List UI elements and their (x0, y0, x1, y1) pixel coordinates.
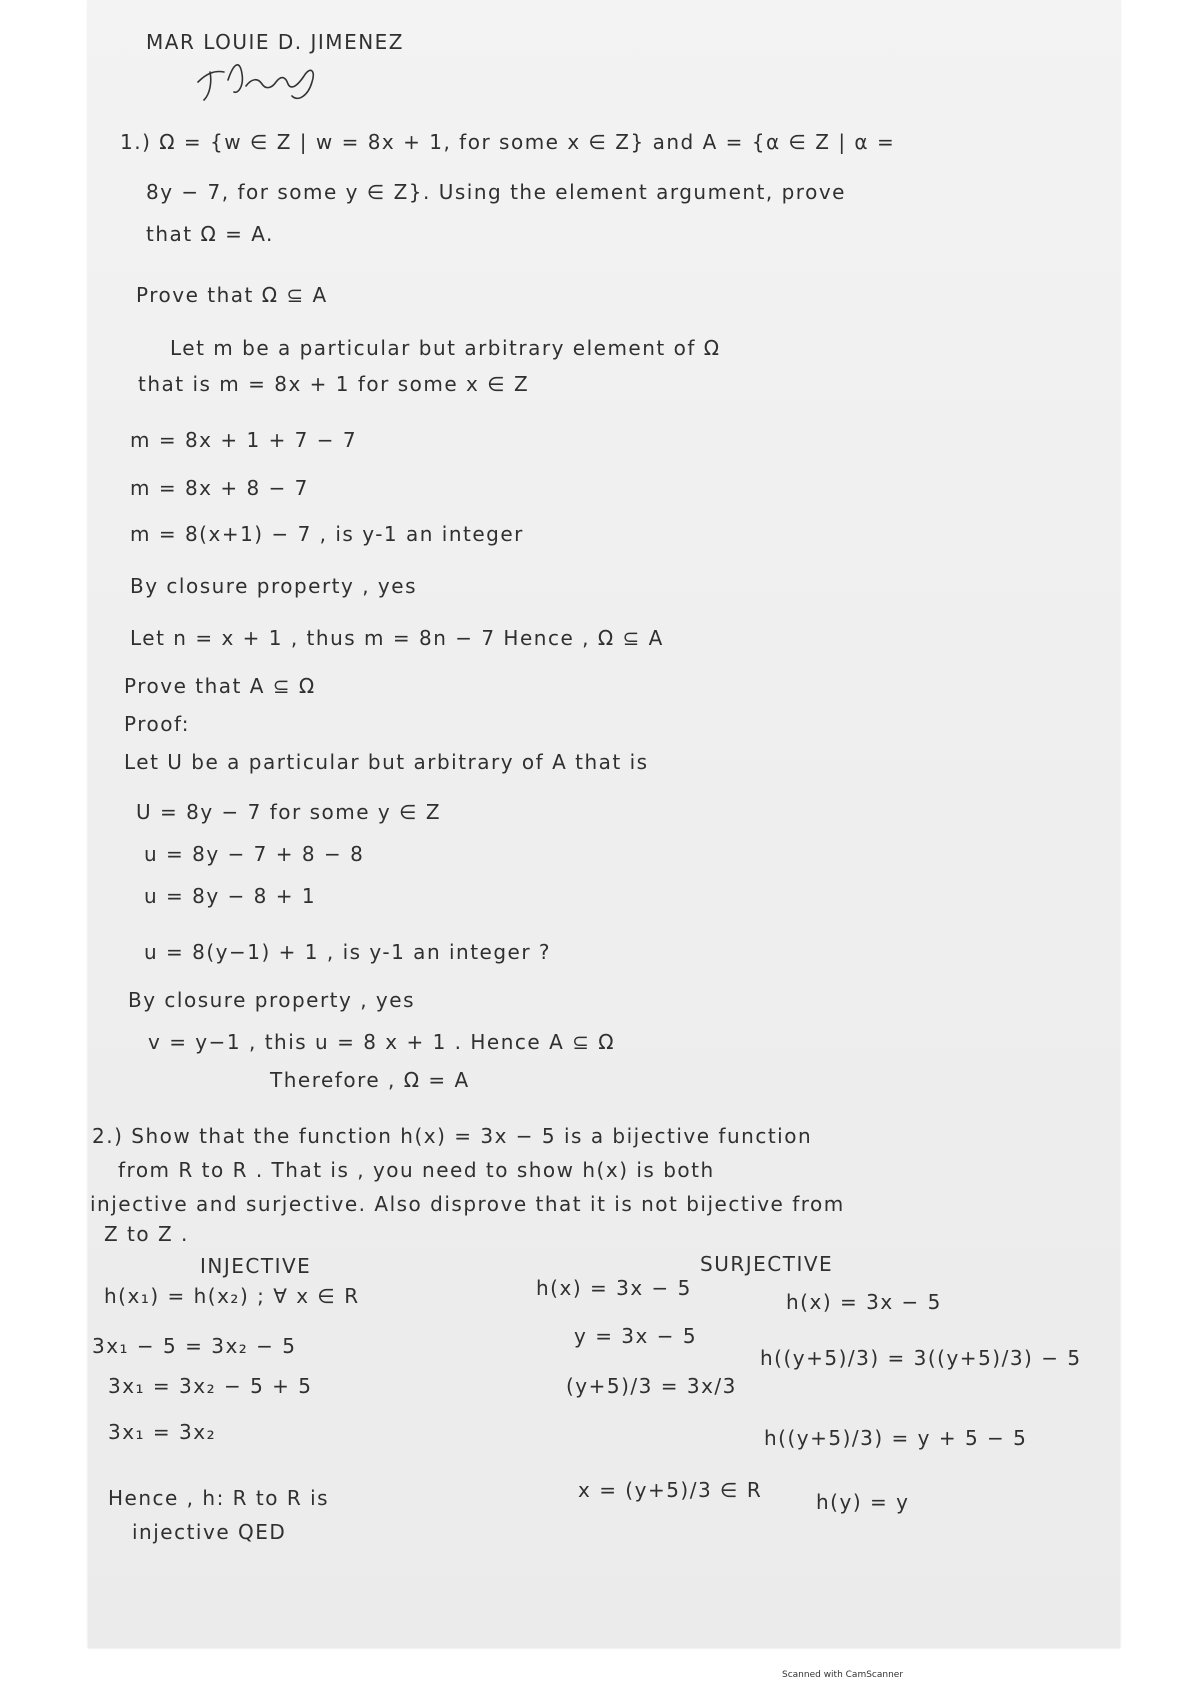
injective-line: 3x₁ = 3x₂ (108, 1420, 217, 1444)
problem1-statement-line2: 8y − 7, for some y ∈ Z}. Using the element argument, prove (146, 180, 846, 204)
proof1-line: m = 8(x+1) − 7 , is y-1 an integer (130, 522, 524, 546)
proof1-conclusion: Therefore , Ω = A (270, 1068, 470, 1092)
signature (188, 52, 338, 107)
surjective-line: (y+5)/3 = 3x/3 (566, 1374, 737, 1398)
proof1-line: Let n = x + 1 , thus m = 8n − 7 Hence , Ω ⊆ A (130, 626, 664, 650)
problem1-statement-line3: that Ω = A. (146, 222, 274, 246)
surjective-line: h(x) = 3x − 5 (786, 1290, 942, 1314)
student-name: MAR LOUIE D. JIMENEZ (146, 30, 404, 54)
problem1-statement-line1: 1.) Ω = {w ∈ Z | w = 8x + 1, for some x ∈ Z} and A = {α ∈ Z | α = (120, 130, 896, 154)
proof1-line: Let U be a particular but arbitrary of A that is (124, 750, 649, 774)
problem2-statement-line4: Z to Z . (104, 1222, 189, 1246)
proof1-line: By closure property , yes (128, 988, 415, 1012)
problem2-statement-line3: injective and surjective. Also disprove that it is not bijective from (90, 1192, 845, 1216)
surjective-line: h((y+5)/3) = 3((y+5)/3) − 5 (760, 1346, 1082, 1370)
proof1-line: Let m be a particular but arbitrary element of Ω (170, 336, 721, 360)
proof1-line: Proof: (124, 712, 191, 736)
injective-line: Hence , h: R to R is (108, 1486, 330, 1510)
surjective-conclusion: h(y) = y (816, 1490, 910, 1514)
surjective-heading: SURJECTIVE (700, 1252, 834, 1276)
surjective-line: h((y+5)/3) = y + 5 − 5 (764, 1426, 1028, 1450)
problem2-statement-line1: 2.) Show that the function h(x) = 3x − 5 is a bijective function (92, 1124, 813, 1148)
problem2-statement-line2: from R to R . That is , you need to show h(x) is both (118, 1158, 715, 1182)
proof1-line: u = 8y − 7 + 8 − 8 (144, 842, 365, 866)
proof1-line: v = y−1 , this u = 8 x + 1 . Hence A ⊆ Ω (148, 1030, 616, 1054)
injective-line: 3x₁ = 3x₂ − 5 + 5 (108, 1374, 313, 1398)
proof1-line: u = 8y − 8 + 1 (144, 884, 317, 908)
injective-line: 3x₁ − 5 = 3x₂ − 5 (92, 1334, 297, 1358)
surjective-line: x = (y+5)/3 ∈ R (578, 1478, 763, 1502)
proof1-line: U = 8y − 7 for some y ∈ Z (136, 800, 442, 824)
proof1-line: m = 8x + 1 + 7 − 7 (130, 428, 358, 452)
injective-conclusion: injective QED (132, 1520, 287, 1544)
proof1-line: m = 8x + 8 − 7 (130, 476, 309, 500)
surjective-line: y = 3x − 5 (574, 1324, 698, 1348)
proof1-line: u = 8(y−1) + 1 , is y-1 an integer ? (144, 940, 552, 964)
proof1-line: Prove that A ⊆ Ω (124, 674, 316, 698)
scanned-paper (88, 0, 1120, 1648)
proof1-line: that is m = 8x + 1 for some x ∈ Z (138, 372, 530, 396)
scanner-watermark: Scanned with CamScanner (782, 1670, 904, 1680)
surjective-line: h(x) = 3x − 5 (536, 1276, 692, 1300)
proof1-line: By closure property , yes (130, 574, 417, 598)
proof1-line: Prove that Ω ⊆ A (136, 283, 328, 307)
injective-line: h(x₁) = h(x₂) ; ∀ x ∈ R (104, 1284, 360, 1308)
injective-heading: INJECTIVE (200, 1254, 312, 1278)
